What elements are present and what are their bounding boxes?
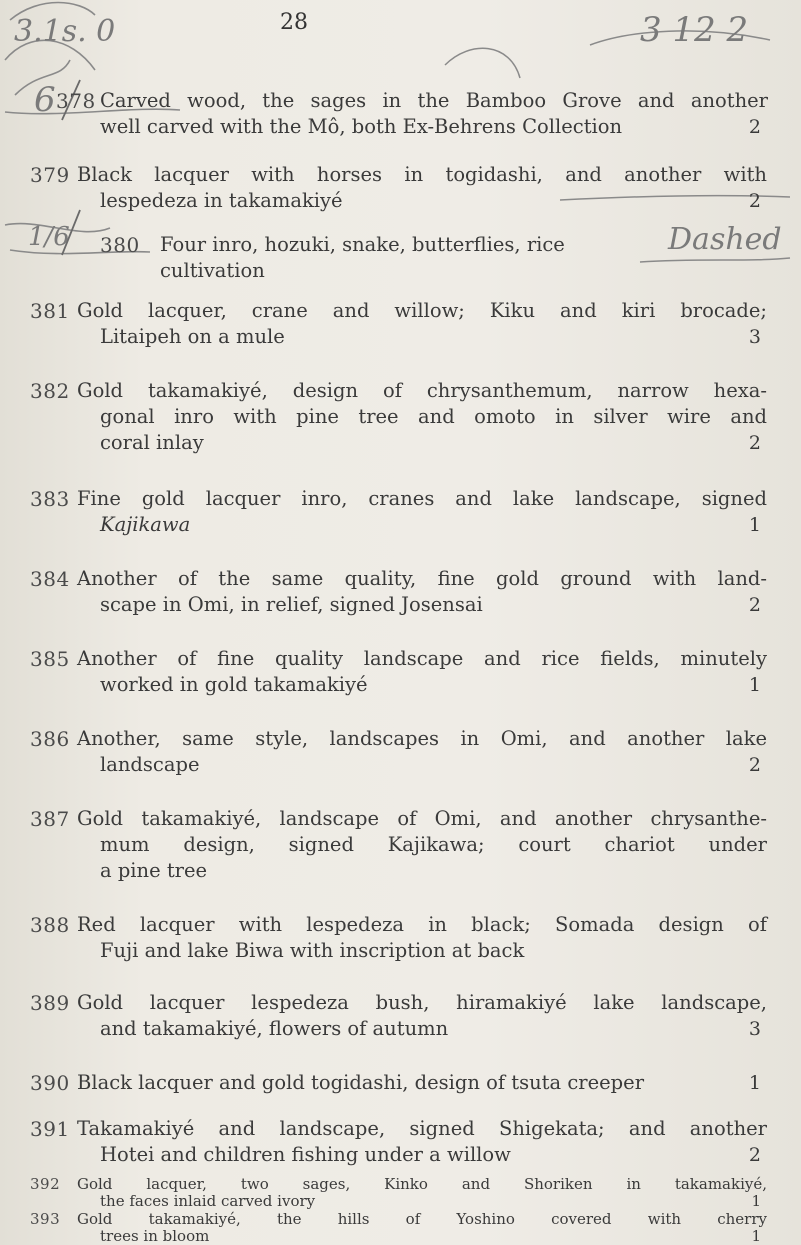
- lot-number: 385: [30, 647, 70, 671]
- lot-quantity: 1: [748, 514, 761, 536]
- pencil-note-380-right: Dashed: [668, 222, 782, 257]
- lot-number: 390: [30, 1071, 70, 1095]
- lot-number: 378: [56, 89, 96, 113]
- lot-description: Gold takamakiyé, landscape of Omi, and another chrysanthe- mum design, signed Kajikawa; court chariot under a pine tree: [77, 807, 767, 882]
- lot-number: 384: [30, 567, 70, 591]
- lot-entry: [0, 88, 801, 140]
- lot-quantity: 1: [748, 674, 761, 696]
- lot-entry: [0, 912, 801, 964]
- lot-number: 380: [100, 233, 140, 257]
- lot-number: 393: [30, 1210, 61, 1228]
- lot-description: Gold lacquer, two sages, Kinko and Shoriken in takamakiyé, the faces inlaid carved ivory: [77, 1175, 767, 1210]
- lot-entry: [0, 726, 801, 778]
- lot-quantity: 3: [748, 326, 761, 348]
- lot-description: Red lacquer with lespedeza in black; Somada design of Fuji and lake Biwa with inscription at back: [77, 913, 767, 962]
- lot-description: Takamakiyé and landscape, signed Shigekata; and another Hotei and children fishing under a willow: [77, 1117, 767, 1166]
- lot-quantity: 2: [748, 594, 761, 616]
- lot-entry: [0, 486, 801, 538]
- lot-entry: [0, 298, 801, 350]
- lot-description: Fine gold lacquer inro, cranes and lake landscape, signed Kajikawa: [77, 487, 767, 536]
- lot-number: 386: [30, 727, 70, 751]
- pencil-note-top-left: 3.1s. 0: [14, 14, 116, 49]
- pencil-note-top-right: 3 12 2: [640, 10, 749, 50]
- lot-number: 381: [30, 299, 70, 323]
- page-number: 28: [280, 10, 308, 35]
- lot-quantity: 1: [751, 1227, 761, 1245]
- lot-description: Black lacquer with horses in togidashi, and another with lespedeza in takamakiyé: [77, 163, 767, 212]
- lot-entry: [0, 1116, 801, 1168]
- lot-number: 388: [30, 913, 70, 937]
- lot-number: 391: [30, 1117, 70, 1141]
- lot-entry: [0, 646, 801, 698]
- lot-description: Another, same style, landscapes in Omi, and another lake landscape: [77, 727, 767, 776]
- lot-entry: [0, 990, 801, 1042]
- lot-entry: [0, 232, 801, 282]
- pencil-note-378: 6: [34, 80, 56, 120]
- lot-description: Four inro, hozuki, snake, butterflies, rice cultivation: [160, 233, 565, 282]
- lot-description: Gold lacquer lespedeza bush, hiramakiyé lake landscape, and takamakiyé, flowers of autumn: [77, 991, 767, 1040]
- lot-description: Gold lacquer, crane and willow; Kiku and kiri brocade; Litaipeh on a mule: [77, 299, 767, 348]
- lot-description: Another of the same quality, fine gold ground with land- scape in Omi, in relief, signed Josensai: [77, 567, 767, 616]
- lot-quantity: 3: [748, 1018, 761, 1040]
- lot-entry: [0, 1070, 801, 1096]
- lot-description: Another of fine quality landscape and rice fields, minutely worked in gold takamakiyé: [77, 647, 767, 696]
- lot-description: Black lacquer and gold togidashi, design of tsuta creeper: [77, 1071, 645, 1094]
- lot-description: Gold takamakiyé, the hills of Yoshino covered with cherry trees in bloom: [77, 1210, 767, 1245]
- lot-quantity: 2: [748, 1144, 761, 1166]
- lot-quantity: 2: [748, 190, 761, 212]
- lot-entry: [0, 378, 801, 456]
- lot-number: 382: [30, 379, 70, 403]
- lot-number: 389: [30, 991, 70, 1015]
- lot-quantity: 1: [751, 1192, 761, 1210]
- pencil-underline-380: [640, 258, 790, 262]
- pencil-arc-378: [445, 48, 520, 78]
- lot-description: Carved wood, the sages in the Bamboo Grove and another well carved with the Mô, both Ex-Behrens Collection: [100, 89, 768, 138]
- lower-entries: [0, 1172, 801, 1245]
- lot-number: 387: [30, 807, 70, 831]
- lot-entry: [0, 1176, 801, 1210]
- lot-entry: [0, 566, 801, 618]
- lot-description: Gold takamakiyé, design of chrysanthemum, narrow hexa- gonal inro with pine tree and omoto in silver wire and coral inlay: [77, 379, 767, 454]
- lot-quantity: 2: [748, 432, 761, 454]
- lot-number: 379: [30, 163, 70, 187]
- lot-quantity: 2: [748, 754, 761, 776]
- lot-number: 383: [30, 487, 70, 511]
- lot-quantity: 2: [748, 116, 761, 138]
- lot-entry: [0, 1211, 801, 1245]
- pencil-note-380-left: 1/6: [28, 222, 70, 252]
- lot-quantity: 1: [748, 1072, 761, 1094]
- lot-entry: [0, 162, 801, 214]
- lot-number: 392: [30, 1175, 61, 1193]
- lot-entry: [0, 806, 801, 884]
